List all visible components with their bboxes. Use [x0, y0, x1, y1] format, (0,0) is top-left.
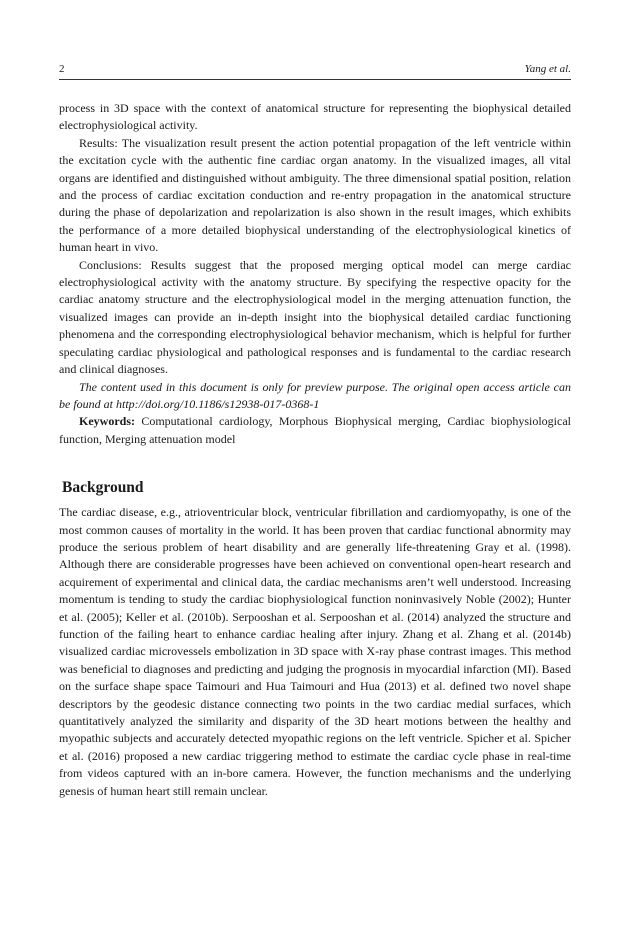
keywords-list: Computational cardiology, Morphous Biophysical merging, Cardiac biophysiological function, Merging attenuation model	[59, 414, 571, 446]
abstract	[59, 100, 571, 448]
running-head-authors: Yang et al.	[524, 63, 571, 75]
section-heading-background: Background	[62, 479, 144, 497]
abstract-continuation: process in 3D space with the context of anatomical structure for representing the biophysical detailed electrophysiological activity.	[59, 101, 571, 133]
keywords	[59, 413, 571, 448]
preview-note: The content used in this document is only for preview purpose. The original open access article can be found at http://doi.org/10.1186/s12938-017-0368-1	[59, 379, 571, 411]
paper-page	[59, 62, 571, 800]
keywords-label: Keywords:	[79, 414, 135, 429]
page-number: 2	[59, 63, 65, 75]
background-body: The cardiac disease, e.g., atrioventricular block, ventricular fibrillation and cardiomyopathy, is one of the most common causes of mortality in the world. It has been proven that cardiac functional abnormity may produce the serious problem of heart disability and are generally life-threatening Gray et al. (1998). Although there are considerable progresses have been achieved on conventional open-heart research and acquirement of experimental and clinical data, the cardiac mechanisms aren’t well understood. Increasing momentum is tending to study the cardiac biophysiological function noninvasively Noble (2002); Hunter et al. (2005); Keller et al. (2010b). Serpooshan et al. Serpooshan et al. (2014) analyzed the structure and function of the failing heart to enhance cardiac healing after injury. Zhang et al. Zhang et al. (2014b) visualized cardiac microvessels embolization in 3D space with X-ray phase contrast images. This method was beneficial to diagnoses and predicting and judging the prognosis in myocardial infarction (MI). Based on the surface shape space Taimouri and Hua Taimouri and Hua (2013) et al. defined two novel shape descriptors by the geodesic distance connecting two points in the two cardiac medial surfaces, which quantitatively analyzed the similarity and disparity of the 3D heart motions between the healthy and myopathic subjects and accurately detected myopathic regions on the left ventricle. Spicher et al. Spicher et al. (2016) proposed a new cardiac triggering method to estimate the cardiac cycle phase in real-time from videos captured with an in-bore camera. However, the function mechanisms and the underlying genesis of human heart still remain unclear.	[59, 505, 571, 798]
abstract-results: Results: The visualization result present the action potential propagation of the left ventricle within the excitation cycle with the authentic fine cardiac organ anatomy. In the visualized images, all vital organs are identified and distinguished without ambiguity. The three dimensional spatial position, relation and the process of cardiac excitation conduction and re-entry propagation in the anatomical structure during the phase of depolarization and repolarization is also shown in the result images, which exhibits the performance of a more detailed biophysical understanding of the electrophysiological kinetics of human heart in vivo.	[59, 135, 571, 255]
running-header	[59, 62, 571, 80]
abstract-conclusions: Conclusions: Results suggest that the proposed merging optical model can merge cardiac electrophysiological activity with the anatomy structure. By specifying the respective opacity for the cardiac anatomy structure and the electrophysiological model in the merging attenuation function, the visualized images can provide an in-depth insight into the biophysical detailed cardiac functioning phenomena and the corresponding electrophysiological behavior mechanism, which is helpful for further speculating cardiac physiological and pathological responses and is fundamental to the cardiac research and clinical diagnoses.	[59, 257, 571, 377]
